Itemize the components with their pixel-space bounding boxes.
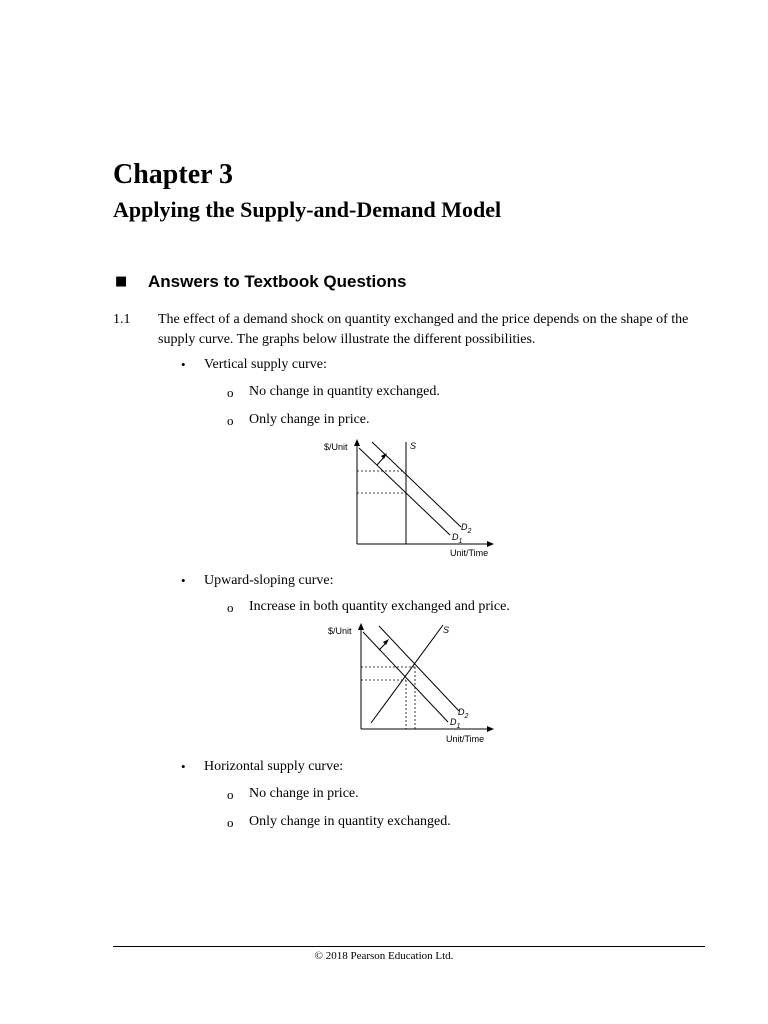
x-axis-label: Unit/Time — [446, 734, 485, 744]
case-point: No change in quantity exchanged. — [249, 384, 440, 399]
case-point: Increase in both quantity exchanged and price. — [249, 599, 510, 614]
footer-divider — [113, 946, 705, 947]
chapter-subtitle: Applying the Supply-and-Demand Model — [113, 197, 502, 222]
bullet-icon: • — [181, 573, 186, 588]
y-axis-label: $/Unit — [324, 442, 348, 452]
sub-bullet-icon: o — [227, 600, 234, 615]
graph-upward-supply — [326, 619, 498, 747]
demand-curve-d1 — [359, 448, 450, 535]
sub-bullet-icon: o — [227, 413, 234, 428]
case-point: Only change in price. — [249, 412, 370, 427]
demand2-label: $D_2$ — [461, 522, 472, 535]
sub-bullet-icon: o — [227, 385, 234, 400]
shift-arrowhead-icon — [383, 639, 389, 645]
graph-vertical-supply — [322, 436, 497, 560]
case-label-horizontal: Horizontal supply curve: — [204, 759, 344, 774]
supply-label: S — [410, 441, 417, 451]
footer-copyright: © 2018 Pearson Education Ltd. — [314, 950, 454, 962]
y-axis-arrow-icon — [354, 439, 360, 446]
demand-curve-d1 — [363, 632, 448, 722]
sub-bullet-icon: o — [227, 815, 234, 830]
demand1-label: $D_1$ — [452, 532, 463, 545]
bullet-icon: • — [181, 759, 186, 774]
sub-bullet-icon: o — [227, 787, 234, 802]
x-axis-arrow-icon — [487, 541, 494, 547]
bullet-icon: • — [181, 357, 186, 372]
supply-curve — [371, 625, 443, 723]
section-heading: Answers to Textbook Questions — [148, 272, 407, 291]
demand1-label: $D_1$ — [450, 717, 461, 730]
case-label-vertical: Vertical supply curve: — [204, 357, 327, 372]
y-axis-label: $/Unit — [328, 626, 352, 636]
supply-label: S — [443, 625, 450, 635]
question-text: The effect of a demand shock on quantity exchanged and the price depends on the shape of the supply curve. The graphs below illustrate the different possibilities. — [158, 312, 689, 347]
case-point: No change in price. — [249, 786, 359, 801]
x-axis-label: Unit/Time — [450, 548, 489, 558]
case-label-upward: Upward-sloping curve: — [204, 573, 334, 588]
y-axis-arrow-icon — [358, 623, 364, 630]
question-number: 1.1 — [113, 312, 131, 327]
x-axis-arrow-icon — [487, 726, 494, 732]
section-square-icon: ■ — [115, 274, 128, 289]
demand-curve-d2 — [379, 626, 459, 711]
case-point: Only change in quantity exchanged. — [249, 814, 451, 829]
chapter-title: Chapter 3 — [113, 159, 234, 190]
demand2-label: $D_2$ — [458, 707, 469, 720]
